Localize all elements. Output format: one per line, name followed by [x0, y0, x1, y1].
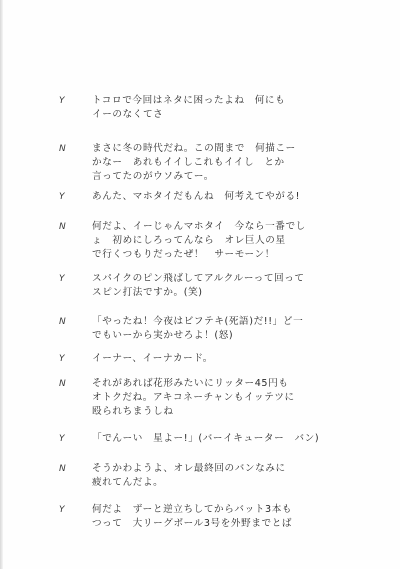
dialogue-line: 殴られちまうしね: [92, 406, 174, 417]
speaker-label: N: [59, 317, 66, 327]
speaker-label: Y: [59, 96, 65, 106]
dialogue-line: イーのなくてさ: [92, 109, 164, 120]
dialogue-line: 言ってたのがウソみてー。: [92, 171, 214, 182]
speaker-label: N: [59, 222, 66, 232]
speaker-label: Y: [59, 354, 65, 364]
dialogue-line: それがあれば花形みたいにリッター45円も: [92, 378, 289, 389]
dialogue-line: 疲れてんだよ。: [92, 477, 164, 488]
dialogue-line: スピン打法ですか。(笑): [92, 287, 203, 298]
dialogue-line: イーナー、イーナカード。: [92, 353, 213, 364]
dialogue-line: オトクだね。アキコネーチャンもイッテツに: [92, 392, 295, 403]
dialogue-line: 何だよ、イーじゃんマホタイ 今なら一番でし: [92, 221, 306, 232]
dialogue-line: ょ 初めにしろってんなら オレ巨人の星: [92, 235, 286, 246]
dialogue-line: そうかわようよ、オレ最終回のバンなみに: [92, 463, 286, 474]
dialogue-line: トコロで今回はネタに困ったよね 何にも: [92, 95, 286, 106]
dialogue-line: 何だよ ずーと逆立ちしてからバット3本も: [92, 504, 293, 515]
dialogue-line: まさに冬の時代だね。この間まで 何描こー: [92, 143, 296, 154]
dialogue-line: スパイクのピン飛ばしてアルクルーって回って: [92, 273, 305, 284]
speaker-label: Y: [59, 434, 65, 444]
dialogue-line: で行くつもりだったぜ！ サーモーン！: [92, 249, 275, 260]
speaker-label: Y: [59, 192, 65, 202]
speaker-label: N: [59, 144, 66, 154]
dialogue-line: かなー あれもイイしこれもイイし とか: [92, 157, 285, 168]
dialogue-line: 「やったね！今夜はビフテキ(死語)だ!!」ど一: [92, 316, 304, 327]
dialogue-line: でもいーから実かせろよ！(怒): [92, 330, 234, 341]
speaker-label: N: [59, 464, 66, 474]
dialogue-line: つって 大リーグボール3号を外野までとば: [92, 518, 293, 529]
speaker-label: Y: [59, 274, 65, 284]
dialogue-line: 「でんーい 星よー!」(バーイキューター バン): [92, 433, 320, 444]
speaker-label: Y: [59, 505, 65, 515]
dialogue-line: あんた、マホタイだもんね 何考えてやがる!: [92, 191, 301, 202]
speaker-label: N: [59, 379, 66, 389]
